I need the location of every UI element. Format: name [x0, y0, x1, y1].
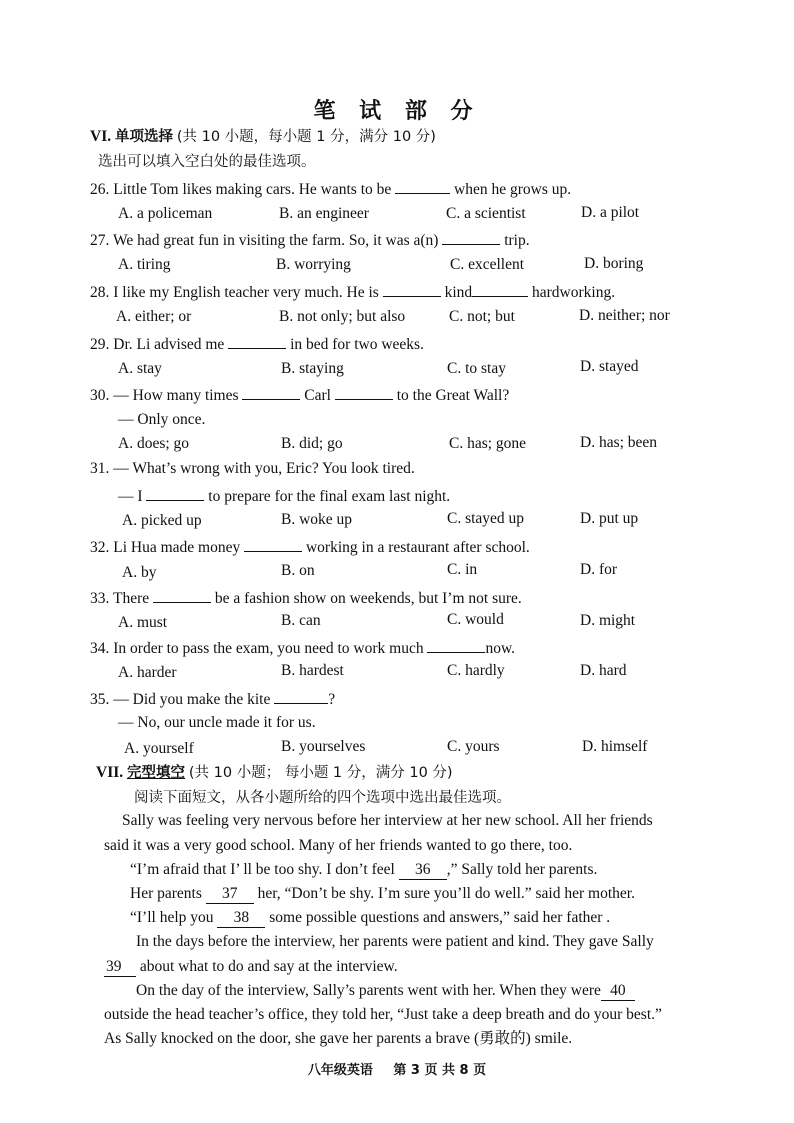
option-a: A. does; go [118, 435, 190, 452]
section-7-scoring: (共 10 小题； 每小题 1 分，满分 10 分) [188, 765, 453, 781]
passage-line: outside the head teacher’s office, they told her, “Just take a deep breath and do your best.” [104, 1006, 662, 1023]
option-a: A. picked up [122, 512, 202, 529]
answer-blank [383, 282, 441, 297]
section-6-number: VI. [90, 128, 112, 145]
blank-40: 40 [601, 982, 635, 1001]
option-c: C. a scientist [446, 205, 526, 222]
answer-blank [228, 334, 286, 349]
question-35: 35. — Did you make the kite ? [90, 691, 336, 708]
answer-blank [244, 537, 302, 552]
question-27: 27. We had great fun in visiting the farm. So, it was a(n) trip. [90, 232, 530, 249]
question-31: 31. — What’s wrong with you, Eric? You look tired. [90, 460, 415, 477]
answer-blank [274, 689, 328, 704]
option-d: D. stayed [580, 358, 639, 375]
option-c: C. stayed up [447, 510, 525, 527]
passage-line: said it was a very good school. Many of her friends wanted to go there, too. [104, 837, 573, 854]
option-b: B. woke up [281, 511, 353, 528]
page-title: 笔 试 部 分 [313, 99, 481, 124]
option-a: A. harder [118, 664, 177, 681]
section-7-instruction: 阅读下面短文，从各小题所给的四个选项中选出最佳选项。 [134, 790, 511, 806]
question-31-reply: — I to prepare for the final exam last night. [118, 488, 451, 505]
option-c: C. not; but [449, 308, 515, 325]
passage-line: “I’ll help you 38 some possible questions and answers,” said her father . [130, 909, 611, 926]
question-30-reply: — Only once. [118, 411, 206, 428]
question-32: 32. Li Hua made money working in a restaurant after school. [90, 539, 530, 556]
option-d: D. a pilot [581, 204, 640, 221]
section-6-instruction: 选出可以填入空白处的最佳选项。 [98, 154, 316, 170]
blank-37: 37 [206, 885, 254, 904]
passage-line: Sally was feeling very nervous before her interview at her new school. All her friends [122, 812, 653, 829]
option-b: B. did; go [281, 435, 343, 452]
option-b: B. yourselves [281, 738, 366, 755]
question-26: 26. Little Tom likes making cars. He wants to be when he grows up. [90, 181, 572, 198]
footer-subject: 八年级英语 [307, 1063, 373, 1078]
blank-36: 36 [399, 861, 447, 880]
blank-39: 39 [104, 958, 136, 977]
option-d: D. hard [580, 662, 627, 679]
option-a: A. stay [118, 360, 162, 377]
section-6-title: 单项选择 [114, 129, 173, 145]
option-a: A. a policeman [118, 205, 213, 222]
option-c: C. yours [447, 738, 500, 755]
option-b: B. on [281, 562, 315, 579]
section-7-heading [96, 764, 453, 782]
answer-blank [242, 385, 300, 400]
option-d: D. himself [582, 738, 648, 755]
option-a: A. tiring [118, 256, 171, 273]
answer-blank [146, 486, 204, 501]
passage-line: On the day of the interview, Sally’s parents went with her. When they were 40 [136, 982, 635, 1001]
passage-line: “I’m afraid that I’ ll be too shy. I don’t feel 36 ,” Sally told her parents. [130, 861, 598, 878]
passage-line: Her parents 37 her, “Don’t be shy. I’m sure you’ll do well.” said her mother. [130, 885, 635, 902]
option-d: D. might [580, 612, 636, 629]
option-d: D. has; been [580, 434, 658, 451]
page-footer [0, 1059, 794, 1078]
section-6-scoring: (共 10 小题，每小题 1 分，满分 10 分) [176, 129, 436, 145]
answer-blank [153, 588, 211, 603]
question-28: 28. I like my English teacher very much. He is kind hardworking. [90, 284, 616, 301]
option-c: C. excellent [450, 256, 525, 273]
option-b: B. worrying [276, 256, 351, 273]
option-c: C. to stay [447, 360, 506, 377]
section-7-number: VII. [96, 764, 124, 781]
question-33: 33. There be a fashion show on weekends, but I’m not sure. [90, 590, 522, 607]
option-c: C. would [447, 611, 504, 628]
answer-blank [427, 638, 485, 653]
option-d: D. neither; nor [579, 307, 670, 324]
passage-line: 39 about what to do and say at the interview. [106, 958, 398, 975]
option-a: A. either; or [116, 308, 192, 325]
answer-blank [335, 385, 393, 400]
option-b: B. staying [281, 360, 344, 377]
option-d: D. put up [580, 510, 639, 527]
option-b: B. an engineer [279, 205, 369, 222]
option-b: B. can [281, 612, 321, 629]
passage-line: As Sally knocked on the door, she gave her parents a brave (勇敢的) smile. [104, 1030, 573, 1047]
option-a: A. by [122, 564, 157, 581]
section-7-title: 完型填空 [127, 765, 186, 781]
question-30: 30. — How many times Carl to the Great Wall? [90, 387, 510, 404]
question-35-reply: — No, our uncle made it for us. [118, 714, 316, 731]
option-d: D. boring [584, 255, 644, 272]
option-b: B. hardest [281, 662, 344, 679]
question-34: 34. In order to pass the exam, you need to work much now. [90, 640, 516, 657]
option-c: C. hardly [447, 662, 505, 679]
option-a: A. yourself [124, 740, 194, 757]
option-c: C. has; gone [449, 435, 527, 452]
option-a: A. must [118, 614, 168, 631]
option-d: D. for [580, 561, 618, 578]
passage-line: In the days before the interview, her parents were patient and kind. They gave Sally [136, 933, 654, 950]
answer-blank [442, 230, 500, 245]
option-c: C. in [447, 561, 478, 578]
question-29: 29. Dr. Li advised me in bed for two weeks. [90, 336, 424, 353]
option-b: B. not only; but also [279, 308, 406, 325]
answer-blank [472, 282, 528, 297]
footer-page-number: 第 3 页 共 8 页 [393, 1063, 487, 1078]
section-6-heading [90, 128, 436, 146]
answer-blank [395, 179, 450, 194]
blank-38: 38 [217, 909, 265, 928]
